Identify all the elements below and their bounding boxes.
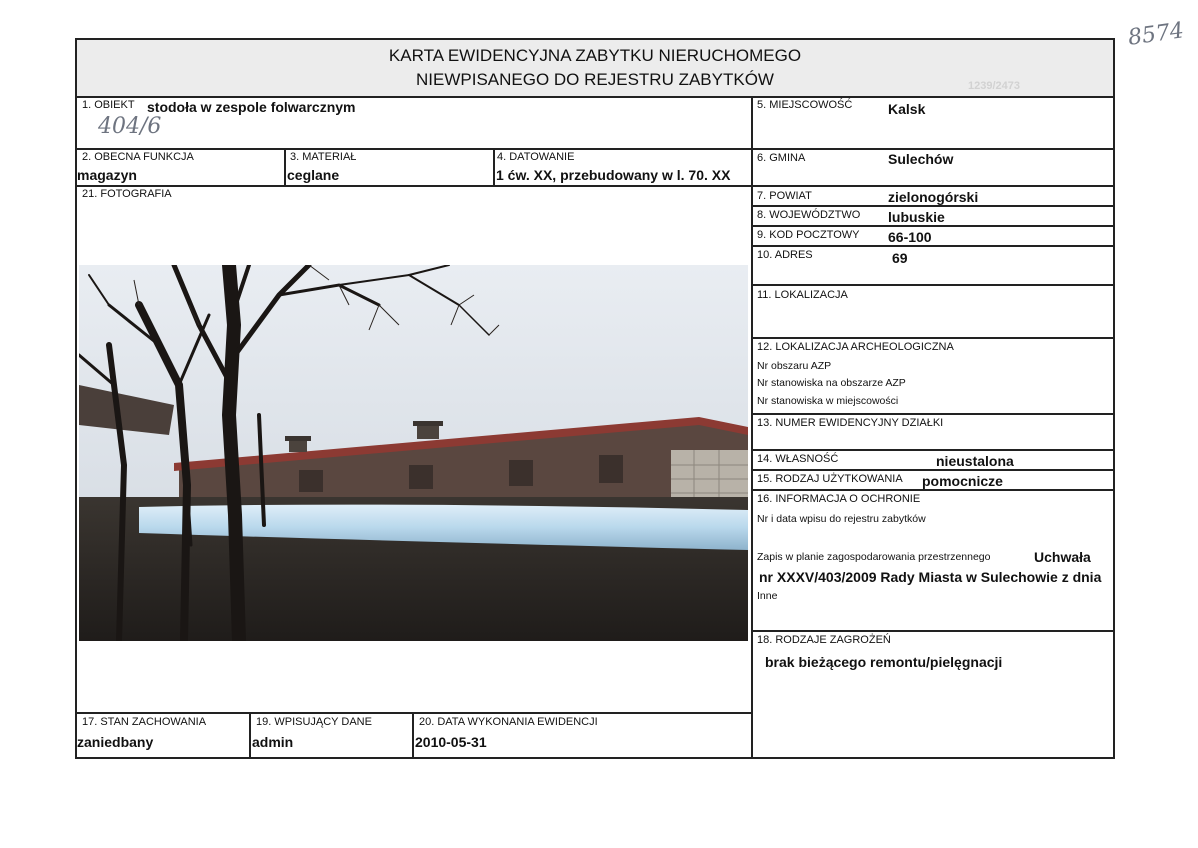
gmina-value: Sulechów	[888, 151, 954, 167]
funkcja-label: 2. OBECNA FUNKCJA	[82, 151, 194, 163]
material-value: ceglane	[287, 167, 340, 183]
data-value: 2010-05-31	[415, 734, 487, 750]
dzialka-label: 13. NUMER EWIDENCYJNY DZIAŁKI	[757, 417, 944, 429]
obiekt-value: stodoła w zespole folwarcznym	[147, 99, 356, 115]
row-line-adres-top	[751, 245, 1115, 247]
data-label: 20. DATA WYKONANIA EWIDENCJI	[419, 716, 598, 728]
faint-register-number: 1239/2473	[968, 80, 1020, 92]
kod-value: 66-100	[888, 229, 932, 245]
form-title-line1: KARTA EWIDENCYJNA ZABYTKU NIERUCHOMEGO	[388, 46, 802, 65]
row-line-ochrona-top	[751, 489, 1115, 491]
archeo-azp: Nr obszaru AZP	[757, 360, 832, 372]
adres-label: 10. ADRES	[757, 249, 813, 261]
stan-label: 17. STAN ZACHOWANIA	[82, 716, 207, 728]
powiat-value: zielonogórski	[888, 189, 979, 205]
form-title-line2: NIEWPISANEGO DO REJESTRU ZABYTKÓW	[416, 70, 774, 89]
row-line-wlasnosc-top	[751, 449, 1115, 451]
ochrona-plan-value-2: nr XXXV/403/2009 Rady Miasta w Sulechowie z dnia	[759, 569, 1102, 585]
wlasnosc-value: nieustalona	[936, 453, 1014, 469]
row-line-funkcja-top	[75, 148, 753, 150]
divider-wpisujacy-data	[412, 712, 414, 759]
ochrona-plan-value-1: Uchwała	[1034, 549, 1091, 565]
ochrona-plan-label: Zapis w planie zagospodarowania przestrzennego	[757, 551, 991, 563]
uzytkowanie-value: pomocnicze	[922, 473, 1003, 489]
column-divider	[751, 96, 753, 759]
archeo-stanowisko-miejscowosc: Nr stanowiska w miejscowości	[757, 395, 899, 407]
obiekt-label: 1. OBIEKT	[82, 99, 135, 111]
material-label: 3. MATERIAŁ	[290, 151, 357, 163]
frame-left	[75, 38, 77, 759]
frame-bottom	[75, 757, 1115, 759]
row-line-wojewodztwo-top	[751, 205, 1115, 207]
frame-right	[1113, 38, 1115, 759]
row-line-zagrozenia-top	[751, 630, 1115, 632]
frame-top	[75, 38, 1115, 40]
datowanie-label: 4. DATOWANIE	[497, 151, 575, 163]
divider-material-datowanie	[493, 148, 495, 186]
wpisujacy-value: admin	[252, 734, 294, 750]
row-line-uzytkowanie-top	[751, 469, 1115, 471]
row-line-gmina-top	[751, 148, 1115, 150]
archeo-stanowisko-azp: Nr stanowiska na obszarze AZP	[757, 377, 906, 389]
adres-value: 69	[892, 250, 908, 266]
gmina-label: 6. GMINA	[757, 152, 806, 164]
divider-stan-wpisujacy	[249, 712, 251, 759]
row-line-powiat-top	[751, 185, 1115, 187]
datowanie-value: 1 ćw. XX, przebudowany w l. 70. XX	[496, 167, 731, 183]
fotografia-label: 21. FOTOGRAFIA	[82, 188, 172, 200]
zagrozenia-value: brak bieżącego remontu/pielęgnacji	[765, 654, 1003, 670]
row-line-dzialka-top	[751, 413, 1115, 415]
zagrozenia-label: 18. RODZAJE ZAGROŻEŃ	[757, 634, 891, 646]
building-photograph	[79, 265, 748, 641]
wojewodztwo-label: 8. WOJEWÓDZTWO	[757, 209, 861, 221]
miejscowosc-label: 5. MIEJSCOWOŚĆ	[757, 99, 853, 111]
ochrona-rejestr: Nr i data wpisu do rejestru zabytków	[757, 513, 926, 525]
row-line-archeo-top	[751, 337, 1115, 339]
row-line-stan-top	[75, 712, 753, 714]
wojewodztwo-value: lubuskie	[888, 209, 945, 225]
ochrona-inne: Inne	[757, 590, 778, 602]
row-line-fotografia-top	[75, 185, 753, 187]
ochrona-label: 16. INFORMACJA O OCHRONIE	[757, 493, 921, 505]
archeo-label: 12. LOKALIZACJA ARCHEOLOGICZNA	[757, 341, 954, 353]
row-line-lokalizacja-top	[751, 284, 1115, 286]
row-line-kod-top	[751, 225, 1115, 227]
wpisujacy-label: 19. WPISUJĄCY DANE	[256, 716, 372, 728]
funkcja-value: magazyn	[77, 167, 137, 183]
frame-under-title	[75, 96, 1115, 98]
obiekt-handwritten-number: 404/6	[98, 114, 162, 139]
uzytkowanie-label: 15. RODZAJ UŻYTKOWANIA	[757, 473, 903, 485]
powiat-label: 7. POWIAT	[757, 190, 812, 202]
kod-label: 9. KOD POCZTOWY	[757, 229, 860, 241]
divider-funkcja-material	[284, 148, 286, 186]
stan-value: zaniedbany	[77, 734, 154, 750]
miejscowosc-value: Kalsk	[888, 101, 926, 117]
handwritten-corner-number: 8574	[1126, 18, 1186, 51]
wlasnosc-label: 14. WŁASNOŚĆ	[757, 453, 839, 465]
lokalizacja-label: 11. LOKALIZACJA	[757, 289, 848, 301]
